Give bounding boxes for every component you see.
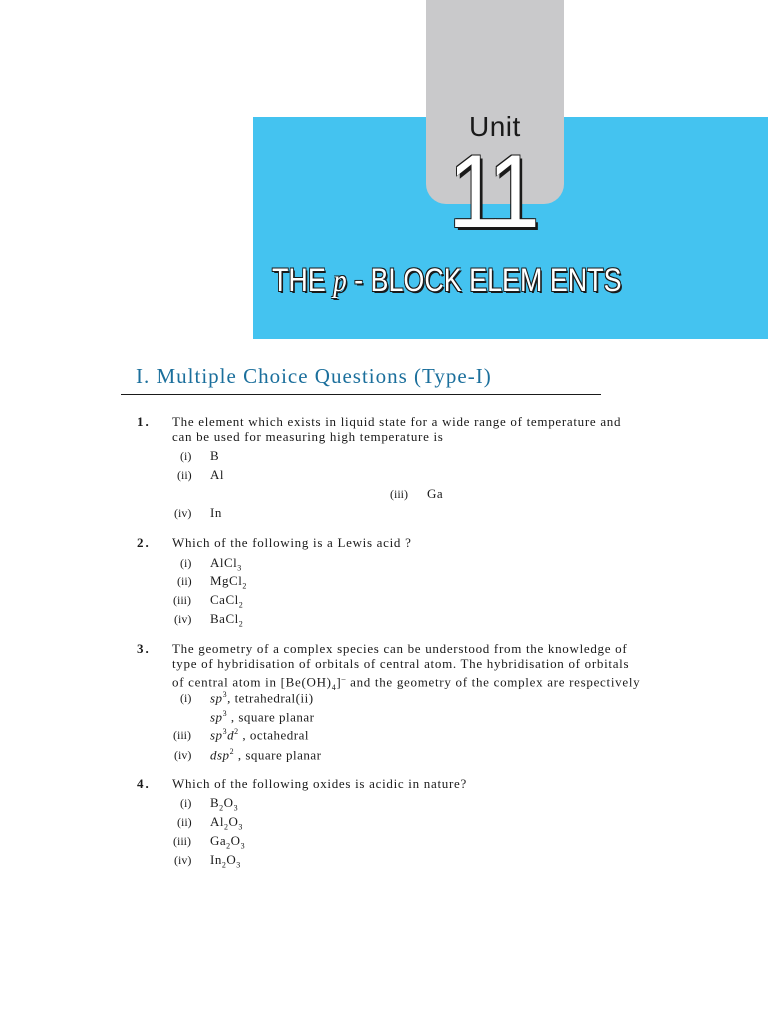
section-title: I. Multiple Choice Questions (Type-I) (136, 364, 492, 388)
question-number: 2. (137, 535, 151, 550)
question-text-line: Which of the following is a Lewis acid ? (172, 535, 412, 550)
question-text-line: of central atom in $[Be(OH)_4]^-$ and the geometry of the complex are respectively (172, 674, 641, 692)
option-value: $sp^3$ , square planar (210, 709, 315, 725)
option-label: (iii) (390, 487, 408, 501)
section-divider (121, 394, 601, 395)
option-label: (i) (180, 556, 192, 570)
option-label: (iv) (174, 853, 192, 867)
chapter-title-suffix: - BLOCK ELEM ENTS (354, 262, 622, 298)
option-label: (iii) (173, 593, 191, 607)
option-label: (iii) (173, 834, 191, 848)
option-value: In (210, 505, 222, 520)
question-text-line: The geometry of a complex species can be understood from the knowledge of (172, 641, 628, 656)
option-label: (iv) (174, 748, 192, 762)
option-value: CaCl$_2$ (210, 592, 244, 610)
option-label: (ii) (177, 468, 192, 482)
option-label: (ii) (177, 815, 192, 829)
question-text-line: Which of the following oxides is acidic in nature? (172, 776, 467, 791)
option-value: $sp^3d^2$ , octahedral (210, 727, 309, 743)
option-label: (i) (180, 691, 192, 705)
option-label: (i) (180, 449, 192, 463)
option-label: (iv) (174, 506, 192, 520)
option-label: (i) (180, 796, 192, 810)
option-value: $Al_2O_3$ (210, 814, 243, 832)
chapter-title (272, 262, 622, 299)
question-number: 1. (137, 414, 151, 429)
unit-number: 11 (448, 134, 535, 250)
option-value: dsp$^2$ , square planar (210, 747, 322, 763)
option-value: Ga (427, 486, 444, 501)
question-text-line: The element which exists in liquid state for a wide range of temperature and (172, 414, 622, 429)
option-value: BaCl$_2$ (210, 611, 244, 629)
option-value: $sp^3$, tetrahedral(ii) (210, 690, 314, 706)
question-text-line: type of hybridisation of orbitals of central atom. The hybridisation of orbitals (172, 656, 630, 671)
option-value: Al (210, 467, 224, 482)
option-label: (ii) (177, 574, 192, 588)
chapter-title-italic: p (333, 262, 347, 298)
option-label: (iii) (173, 728, 191, 742)
option-value: B (210, 448, 220, 463)
question-number: 3. (137, 641, 151, 656)
question-number: 4. (137, 776, 151, 791)
option-value: $In_2O_3$ (210, 852, 241, 870)
unit-label: Unit (469, 111, 521, 142)
question-text-line: can be used for measuring high temperature is (172, 429, 444, 444)
option-label: (iv) (174, 612, 192, 626)
option-value: MgCl$_2$ (210, 573, 247, 591)
option-value: $B_2O_3$ (210, 795, 239, 813)
option-value: AlCl$_3$ (210, 555, 242, 573)
option-value: $Ga_2O_3$ (210, 833, 246, 851)
chapter-title-prefix: THE (272, 262, 326, 298)
